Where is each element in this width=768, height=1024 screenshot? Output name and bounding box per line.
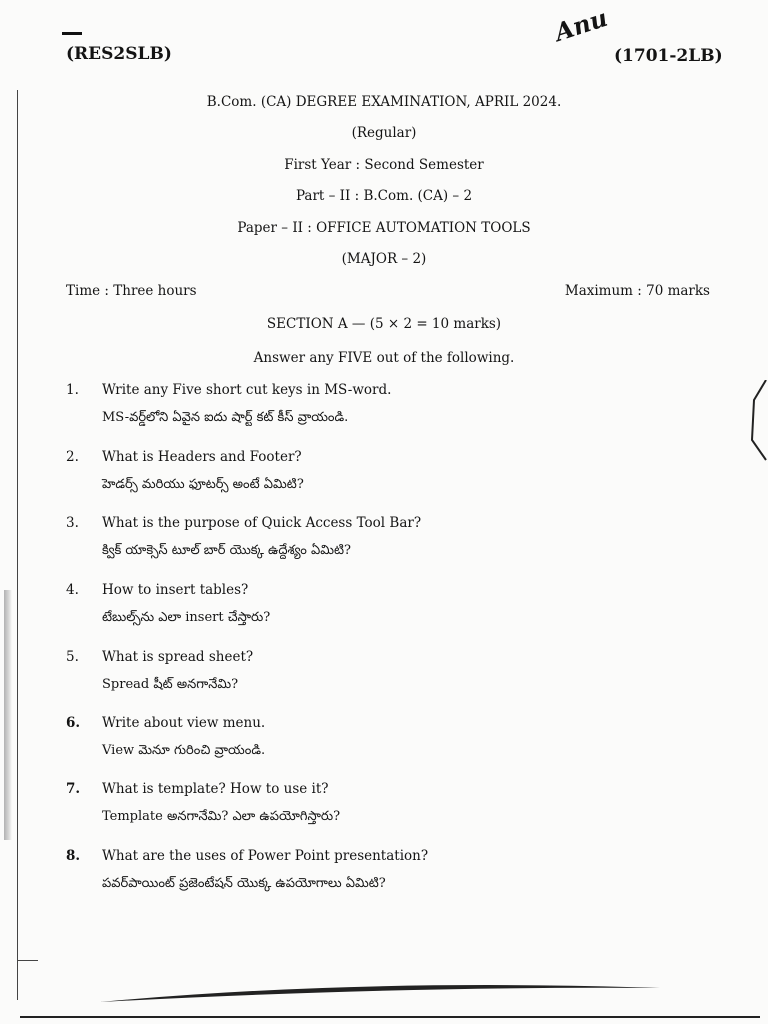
section-instruction: Answer any FIVE out of the following.: [253, 350, 515, 366]
question-english: Write about view menu.: [102, 715, 266, 731]
section-title: SECTION A — (5 × 2 = 10 marks): [266, 316, 502, 332]
question-english: What is Headers and Footer?: [102, 449, 302, 465]
exam-max-marks: Maximum : 70 marks: [564, 283, 710, 299]
question-english: How to insert tables?: [102, 582, 249, 598]
exam-paper: Paper – II : OFFICE AUTOMATION TOOLS: [237, 220, 531, 236]
left-code: (RES2SLB): [66, 44, 172, 64]
question-number: 1.: [66, 382, 79, 398]
exam-type: (Regular): [351, 125, 417, 141]
question-number: 5.: [66, 649, 79, 665]
question-english: What is the purpose of Quick Access Tool Bar?: [102, 515, 422, 531]
left-bottom-tick: [18, 960, 38, 961]
exam-part: Part – II : B.Com. (CA) – 2: [295, 188, 473, 204]
right-code: (1701-2LB): [614, 46, 723, 66]
question-number: 4.: [66, 582, 79, 598]
question-number: 3.: [66, 515, 79, 531]
exam-major: (MAJOR – 2): [341, 251, 427, 267]
question-number: 7.: [66, 781, 81, 797]
question-english: What is template? How to use it?: [102, 781, 329, 797]
scan-edge-right: [748, 380, 768, 480]
question-telugu: పవర్‌పాయింట్ ప్రజెంటేషన్ యొక్క ఉపయోగాలు ఏమిటి?: [102, 876, 386, 891]
handwritten-note: Anu: [551, 2, 611, 47]
bottom-swoosh: [100, 974, 660, 1004]
question-number: 2.: [66, 449, 79, 465]
question-number: 8.: [66, 848, 81, 864]
scan-edge-left: [4, 590, 12, 840]
question-english: What are the uses of Power Point presentation?: [102, 848, 429, 864]
exam-year-semester: First Year : Second Semester: [284, 157, 484, 173]
question-telugu: Spread షీట్ అనగానేమి?: [102, 677, 239, 692]
question-telugu: View మెనూ గురించి వ్రాయండి.: [102, 743, 266, 758]
question-number: 6.: [66, 715, 81, 731]
exam-time: Time : Three hours: [66, 283, 197, 299]
question-telugu: హెడర్స్ మరియు ఫూటర్స్ అంటే ఏమిటి?: [102, 477, 304, 492]
question-english: What is spread sheet?: [102, 649, 254, 665]
exam-title: B.Com. (CA) DEGREE EXAMINATION, APRIL 2024.: [206, 94, 562, 110]
corner-dash: [62, 32, 82, 35]
question-telugu: MS-వర్డ్‌లోని ఏవైన ఐదు షార్ట్ కట్ కీస్ వ్రాయండి.: [102, 410, 349, 425]
bottom-rule: [20, 1016, 760, 1018]
question-telugu: టేబుల్స్‌ను ఎలా insert చేస్తారు?: [102, 610, 271, 625]
question-english: Write any Five short cut keys in MS-word.: [102, 382, 392, 398]
question-telugu: Template అనగానేమి? ఎలా ఉపయోగిస్తారు?: [102, 809, 341, 824]
question-telugu: క్విక్ యాక్సెస్ టూల్ బార్ యొక్క ఉద్దేశ్యం ఏమిటి?: [102, 543, 351, 558]
